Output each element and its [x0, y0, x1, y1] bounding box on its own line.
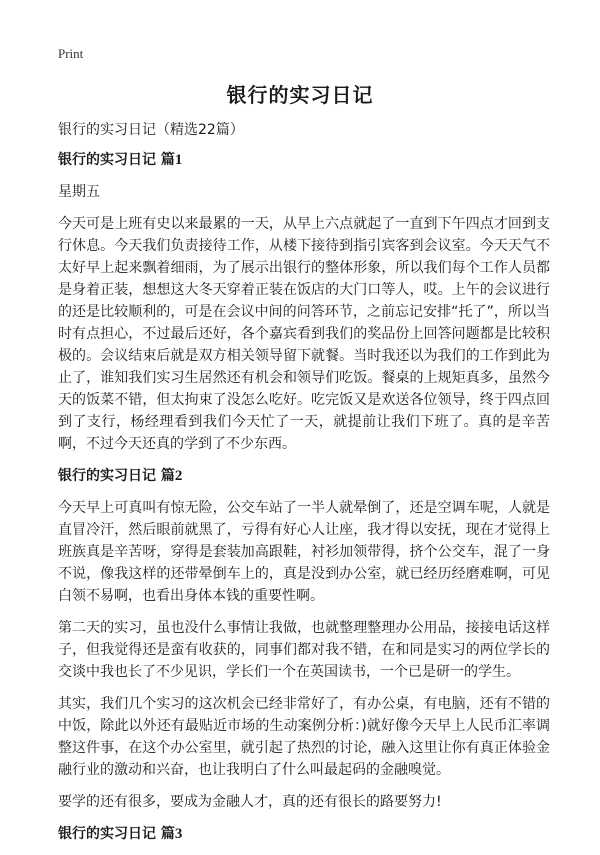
section-heading-text: 银行的实习日记 篇: [58, 468, 175, 484]
section-heading-1: [58, 149, 550, 171]
section-heading-text: 银行的实习日记 篇: [58, 152, 175, 168]
section-number: 1: [174, 152, 183, 168]
section-heading-2: [58, 465, 550, 487]
section-2-paragraph: 今天早上可真叫有惊无险，公交车站了一半人就晕倒了，还是空调车呢，人就是直冒冷汗，然后眼前就黑了，亏得有好心人让座，我才得以安抚，现在才觉得上班族真是辛苦呀，穿得是套装加高跟鞋，衬衫加领带得，挤个公交车，混了一身不说，像我这样的还带晕倒车上的，真是没到办公室，就已经历经磨难啊，可见白领不易啊，也看出身体本钱的重要性啊。: [58, 500, 550, 604]
section-1-paragraph: 星期五: [58, 184, 100, 200]
section-2-paragraph: 要学的还有很多，要成为金融人才，真的还有很长的路要努力!: [58, 794, 442, 810]
page-title: 银行的实习日记: [226, 83, 374, 107]
section-heading-text: 银行的实习日记 篇: [58, 826, 175, 842]
section-number: 3: [174, 826, 183, 842]
section-number: 2: [174, 468, 183, 484]
section-2-paragraph: 第二天的实习，虽也没什么事情让我做，也就整理整理办公用品，接接电话这样子，但我觉得还是蛮有收获的，同事们都对我不错，在和同是实习的两位学长的交谈中我也长了不少见识，学长们一个在英国读书，一个已是研一的学生。: [58, 620, 550, 680]
article-subtitle: 银行的实习日记（精选22篇）: [58, 122, 244, 138]
section-1-paragraph: 今天可是上班有史以来最累的一天，从早上六点就起了一直到下午四点才回到支行休息。今天我们负责接待工作，从楼下接待到指引宾客到会议室。今天天气不太好早上起来飘着细雨，为了展示出银行的整体形象，所以我们每个工作人员都是身着正装，想想这大冬天穿着正装在饭店的大门口等人，哎。上午的会议进行的还是比较顺利的，可是在会议中间的问答环节，之前忘记安排“托了”，所以当时有点担心，不过最后还好，各个嘉宾看到我们的奖品份上回答问题都是比较积极的。会议结束后就是双方相关领导留下就餐。当时我还以为我们的工作到此为止了，谁知我们实习生居然还有机会和领导们吃饭。餐桌的上规矩真多，虽然今天的饭菜不错，但太拘束了没怎么吃好。吃完饭又是欢送各位领导，终于四点回到了支行，杨经理看到我们今天忙了一天，就提前让我们下班了。真的是辛苦啊，不过今天还真的学到了不少东西。: [58, 216, 550, 452]
article-body: [58, 119, 550, 855]
section-heading-3: [58, 823, 550, 845]
print-link[interactable]: Print: [58, 46, 84, 61]
section-2-paragraph: 其实，我们几个实习的这次机会已经非常好了，有办公桌，有电脑，还有不错的中饭，除此以外还有最贴近市场的生动案例分析：)就好像今天早上人民币汇率调整这件事，在这个办公室里，就引起了热烈的讨论，融入这里让你有真正体验金融行业的激动和兴奋，也让我明白了什么叫最起码的金融嗅觉。: [58, 696, 550, 778]
